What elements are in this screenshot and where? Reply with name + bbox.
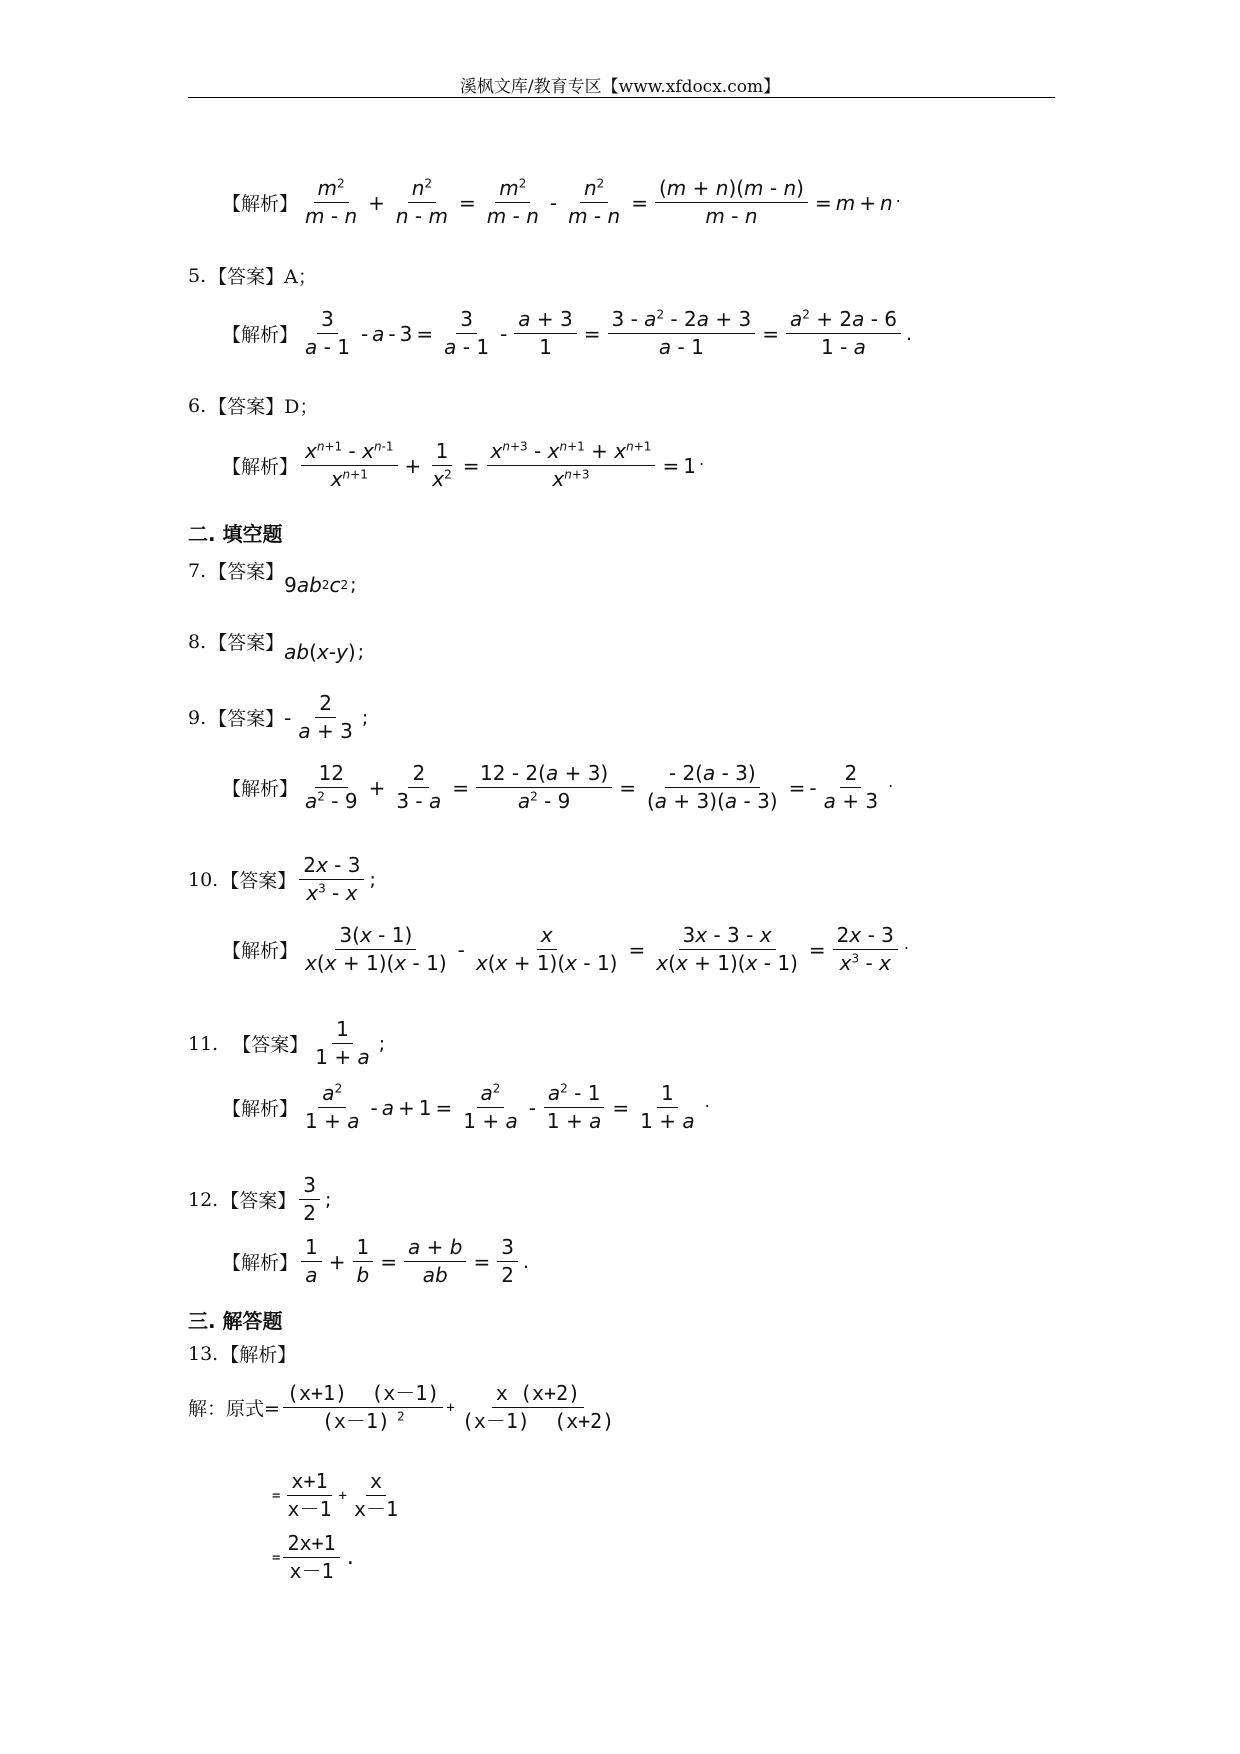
q9-number: 9. (188, 706, 207, 729)
analysis-label: 【解析】 (222, 193, 299, 215)
answer-label: 【答案】 (208, 632, 285, 654)
analysis-label: 【解析】 (222, 1098, 299, 1120)
q5-formula: 3 a - 1 - a - 3 = $\frac{3}{a - 1}$ - $\frac{a + 3}{1}$ = $\frac{3 - a^2 - 2a + 3}{a - 1}$ = $\frac{a^2 + 2a - 6}{1 - a}$ . (305, 307, 913, 359)
q12-formula: 1 a + $\frac{1}{b}$ = $\frac{a + b}{ab}$ = $\frac{3}{2}$ . (298, 1234, 529, 1289)
q6-number: 6. (188, 394, 207, 417)
q7-answer-value: 9 ab 2 c 2 ; (284, 572, 357, 597)
q6-analysis (222, 438, 704, 493)
page-header: 溪枫文库/教育专区【www.xfdocx.com】 (459, 77, 781, 97)
q9-answer-value: - 2 a + 3 ; (284, 691, 369, 743)
answer-label: 【答案】 (208, 561, 285, 583)
q8-number: 8. (188, 630, 207, 653)
q13-step-3 (272, 1530, 356, 1585)
q6-answer (188, 392, 318, 419)
analysis-label: 【解析】 (220, 1344, 297, 1366)
q11-formula: $a^2$ 1 + a - a + 1 = $\frac{a^2}{1 + a}$ - $\frac{a^2 - 1}{1 + a}$ = $\frac{1}{1 + a}$ . (305, 1081, 710, 1133)
section-2-title: 二. 填空题 (188, 522, 283, 546)
q5-number: 5. (188, 264, 207, 287)
analysis-label: 【解析】 (222, 1252, 299, 1274)
q10-number: 10. (188, 868, 219, 891)
answer-label: 【答案】 (220, 870, 297, 892)
q8-answer-value: ab ( x - y ) ; (284, 639, 365, 664)
analysis-label: 【解析】 (222, 324, 299, 346)
q13-step-1 (188, 1380, 621, 1435)
q13-step-2 (272, 1468, 405, 1523)
analysis-label: 【解析】 (222, 940, 299, 962)
q9-analysis (222, 760, 893, 815)
q5-analysis (222, 306, 912, 361)
q4-formula: $m^2$ m - n + $\frac{n^2}{n - m}$ = $\frac{m^2}{m - n}$ - $\frac{n^2}{m - n}$ = $\frac{(m + n)(m - n)}{m - n}$ = m + n . (305, 176, 901, 228)
q8-answer (188, 628, 365, 664)
q11-number: 11. (188, 1032, 219, 1055)
q13-number: 13. (188, 1342, 219, 1365)
q5-answer (188, 262, 317, 289)
q6-answer-value: D； (284, 396, 319, 418)
answer-label: 【答案】 (232, 1034, 309, 1056)
q12-answer-value: 3 2 ; (296, 1172, 331, 1227)
solution-prefix: 解：原式= (188, 1398, 280, 1420)
q10-analysis (222, 922, 909, 977)
q5-answer-value: A； (284, 266, 317, 288)
answer-label: 【答案】 (220, 1190, 297, 1212)
q12-answer (188, 1172, 331, 1227)
q11-analysis (222, 1080, 710, 1135)
analysis-label: 【解析】 (222, 778, 299, 800)
answer-label: 【答案】 (208, 266, 285, 288)
q9-answer (188, 690, 368, 745)
section-3-title: 三. 解答题 (188, 1309, 283, 1333)
q13-step1-formula: (x+1) (x－1) (x－1) $^2$ + $\frac{x (x+2)}{(x-1) (x+2)}$ (280, 1380, 621, 1435)
q7-answer (188, 557, 357, 597)
q4-analysis (222, 175, 901, 230)
q13-step2-formula: = $\frac{x+1}{x-1}$ + $\frac{x}{x-1}$ (272, 1469, 399, 1521)
q13-heading (188, 1340, 296, 1367)
q7-number: 7. (188, 559, 207, 582)
q10-answer (188, 852, 376, 907)
q13-step3-formula: = $\frac{2x+1}{x-1}$ . (272, 1531, 357, 1583)
answer-label: 【答案】 (208, 708, 285, 730)
q6-formula: $x^{n+1} - x^{n-1}$ $x^{n+1}$ + $\frac{1}{x^2}$ = $\frac{x^{n+3} - x^{n+1} + x^{n+1}}{x^{n+3}}$ = 1 . (298, 438, 704, 493)
q12-number: 12. (188, 1188, 219, 1211)
q12-analysis (222, 1234, 529, 1289)
q11-answer-value: 1 1 + a ; (315, 1017, 386, 1069)
q11-answer (188, 1016, 385, 1071)
header-rule (188, 97, 1055, 98)
q9-formula: 12 $a^2 - 9$ + $\frac{2}{3 - a}$ = $\frac{12 - 2(a + 3)}{a^2 - 9}$ = $\frac{- 2(a - 3)}{(a + 3)(a - 3)}$ = - $\frac{2}{a + 3}$ . (305, 761, 894, 813)
q10-formula: 3(x - 1) x(x + 1)(x - 1) - $\frac{x}{x(x + 1)(x - 1)}$ = $\frac{3x - 3 - x}{x(x + 1)(x - 1)}$ = $\frac{2x - 3}{x^3 - x}$ . (305, 923, 909, 975)
answer-label: 【答案】 (208, 396, 285, 418)
q10-answer-value: 2x - 3 $x^3$ - x ; (296, 852, 376, 907)
analysis-label: 【解析】 (222, 456, 299, 478)
